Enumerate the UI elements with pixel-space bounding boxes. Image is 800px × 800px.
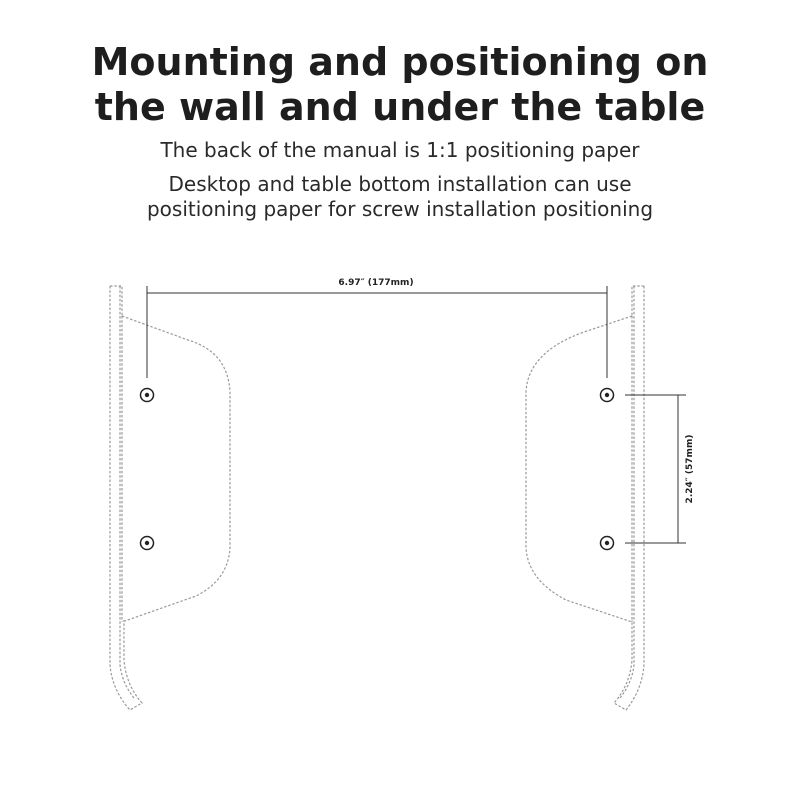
description-line-1: Desktop and table bottom installation can use bbox=[168, 172, 632, 196]
screw-hole-top-left bbox=[141, 389, 154, 402]
subtitle-text: The back of the manual is 1:1 positioning paper bbox=[160, 138, 640, 162]
left-bracket-outline bbox=[110, 286, 230, 710]
screw-hole-top-right bbox=[601, 389, 614, 402]
vertical-dimension-label: 2.24″ (57mm) bbox=[685, 434, 695, 504]
screw-hole-bottom-left bbox=[141, 537, 154, 550]
horizontal-dimension-label: 6.97″ (177mm) bbox=[338, 278, 414, 288]
right-bracket-outline bbox=[526, 286, 644, 710]
title-line-2: the wall and under the table bbox=[94, 85, 706, 129]
description-line-2: positioning paper for screw installation positioning bbox=[146, 197, 654, 221]
title-line-1: Mounting and positioning on bbox=[91, 40, 709, 84]
screw-hole-bottom-right bbox=[601, 537, 614, 550]
horizontal-dimension bbox=[147, 286, 607, 378]
